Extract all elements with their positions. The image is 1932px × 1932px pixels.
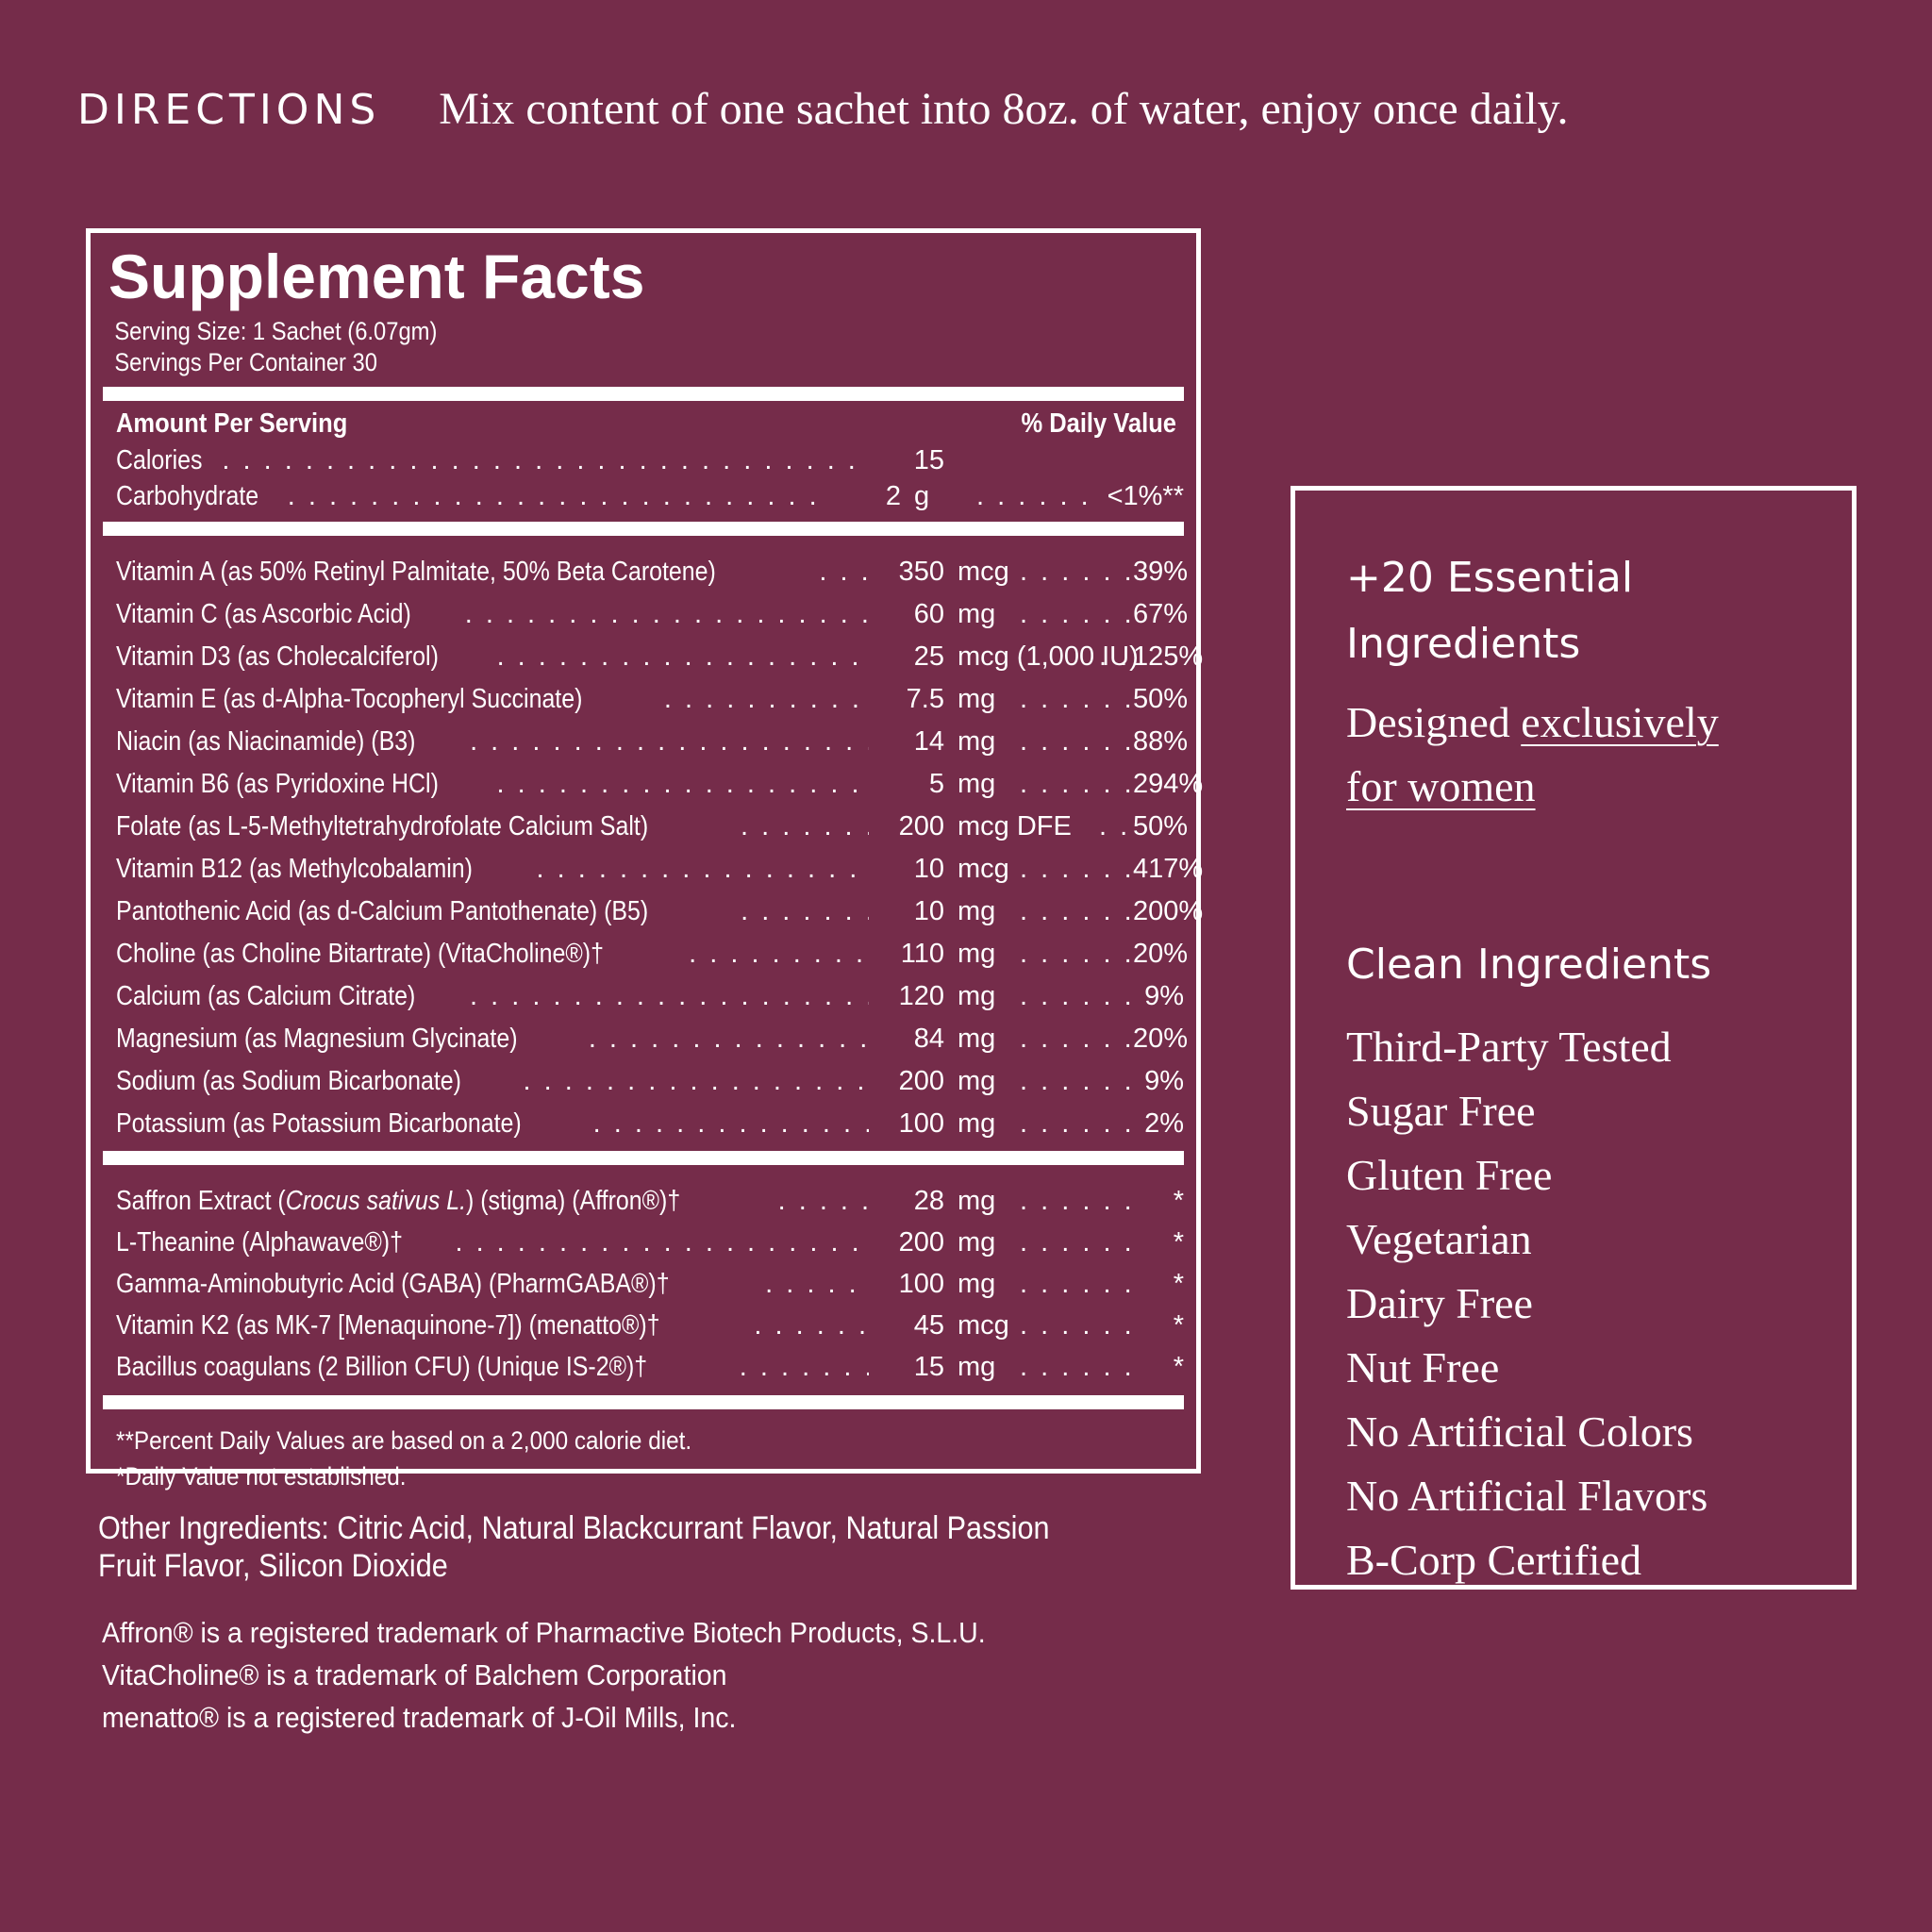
features-list [1346, 1015, 1852, 1592]
nutrient-dv: * [1173, 1269, 1184, 1299]
nutrient-name: L-Theanine (Alphawave®)† [116, 1227, 403, 1257]
feature-item: Dairy Free [1346, 1279, 1533, 1327]
supplement-facts-panel [86, 228, 1204, 1491]
nutrient-amount: 350 [898, 557, 944, 587]
nutrient-amount: 15 [913, 445, 944, 475]
nutrient-name: Calcium (as Calcium Citrate) [116, 981, 416, 1011]
nutrient-dv: <1%** [1107, 481, 1184, 511]
nutrient-dv: 20% [1133, 1024, 1189, 1054]
nutrient-row [103, 1346, 1184, 1388]
facts-header-row [103, 401, 1184, 441]
nutrient-name: Choline (as Choline Bitartrate) (VitaCholine®)† [116, 939, 604, 969]
nutrient-name: Vitamin B12 (as Methylcobalamin) [116, 854, 473, 884]
nutrient-row [103, 636, 1204, 678]
directions-label: DIRECTIONS [77, 86, 381, 134]
nutrient-amount: 15 [913, 1352, 944, 1382]
nutrient-unit: mg [958, 939, 996, 969]
nutrient-name: Bacillus coagulans (2 Billion CFU) (Unique IS-2®)† [116, 1352, 648, 1382]
nutrient-dv: 9% [1144, 981, 1184, 1011]
nutrient-amount: 200 [898, 1066, 944, 1096]
nutrient-amount: 84 [913, 1024, 944, 1054]
feature-item: Third-Party Tested [1346, 1023, 1672, 1071]
nutrient-unit: mg [958, 1352, 996, 1382]
nutrient-dv: * [1173, 1352, 1184, 1382]
nutrient-amount: 10 [913, 896, 944, 926]
nutrient-name: Vitamin E (as d-Alpha-Tocopheryl Succinate) [116, 684, 583, 714]
nutrient-unit: mg [958, 1269, 996, 1299]
nutrient-amount: 25 [913, 641, 944, 672]
trademark-line: menatto® is a registered trademark of J-Oil Mills, Inc. [102, 1701, 737, 1734]
nutrient-row [103, 1060, 1184, 1103]
feature-item: No Artificial Colors [1346, 1407, 1693, 1456]
nutrient-unit: mcg [958, 854, 1009, 884]
nutrient-dv: * [1173, 1227, 1184, 1257]
trademark-line: Affron® is a registered trademark of Pharmactive Biotech Products, S.L.U. [102, 1616, 986, 1649]
nutrient-unit: mg [958, 726, 996, 757]
nutrient-unit: mcg [958, 1310, 1009, 1341]
servings-per-container: Servings Per Container 30 [114, 348, 377, 376]
feature-item: Nut Free [1346, 1343, 1500, 1391]
nutrient-unit: mg [958, 599, 996, 629]
nutrient-amount: 100 [898, 1108, 944, 1139]
nutrient-unit: mg [958, 1227, 996, 1257]
nutrient-row [103, 891, 1204, 933]
nutrient-name: Potassium (as Potassium Bicarbonate) [116, 1108, 522, 1139]
nutrient-name: Vitamin A (as 50% Retinyl Palmitate, 50% Beta Carotene) [116, 557, 716, 587]
nutrient-dv: 88% [1133, 726, 1189, 757]
trademark-line: VitaCholine® is a trademark of Balchem Corporation [102, 1658, 727, 1691]
nutrient-name: Magnesium (as Magnesium Glycinate) [116, 1024, 518, 1054]
nutrient-unit: mg [958, 981, 996, 1011]
other-ingredients: Other Ingredients: Citric Acid, Natural Blackcurrant Flavor, Natural Passion Fruit Flavor, Silicon Dioxide [98, 1510, 1050, 1584]
nutrient-name: Folate (as L-5-Methyltetrahydrofolate Calcium Salt) [116, 811, 649, 841]
footnote-dv-not-established: *Daily Value not established. [116, 1462, 407, 1491]
thick-divider [103, 387, 1184, 401]
basic-section [103, 441, 1184, 514]
nutrient-unit: mg [958, 684, 996, 714]
nutrient-unit: g [914, 481, 930, 511]
nutrient-amount: 10 [913, 854, 944, 884]
trademarks [102, 1611, 1126, 1739]
nutrient-amount: 200 [898, 811, 944, 841]
nutrient-row [103, 1180, 1184, 1222]
directions [77, 83, 1870, 135]
nutrient-row [103, 1222, 1184, 1263]
nutrient-amount: 28 [913, 1186, 944, 1216]
amount-per-serving-header: Amount Per Serving [116, 408, 348, 439]
directions-text: Mix content of one sachet into 8oz. of water, enjoy once daily. [439, 84, 1569, 134]
nutrient-row [103, 763, 1204, 806]
nutrient-row [103, 551, 1189, 593]
nutrient-amount: 60 [913, 599, 944, 629]
essential-ingredients-heading: +20 Essential Ingredients [1346, 554, 1634, 668]
nutrient-name: Vitamin B6 (as Pyridoxine HCl) [116, 769, 439, 799]
nutrient-dv: 294% [1133, 769, 1204, 799]
nutrient-dv: 9% [1144, 1066, 1184, 1096]
nutrient-row [103, 975, 1184, 1018]
features-panel [1291, 486, 1857, 1590]
nutrient-amount: 120 [898, 981, 944, 1011]
nutrient-row [103, 593, 1189, 636]
nutrient-name: Pantothenic Acid (as d-Calcium Pantothenate) (B5) [116, 896, 649, 926]
nutrient-unit: mg [958, 1066, 996, 1096]
nutrient-row [103, 933, 1189, 975]
nutrient-dv: * [1173, 1310, 1184, 1341]
nutrient-row [103, 478, 1184, 514]
serving-size: Serving Size: 1 Sachet (6.07gm) [114, 317, 438, 345]
nutrient-unit: mcg (1,000 IU) [958, 641, 1139, 672]
nutrient-name: Calories [116, 445, 203, 475]
footnote-percent-dv: **Percent Daily Values are based on a 2,000 calorie diet. [116, 1426, 692, 1455]
feature-item: Gluten Free [1346, 1151, 1553, 1199]
nutrient-amount: 100 [898, 1269, 944, 1299]
nutrient-name: Vitamin D3 (as Cholecalciferol) [116, 641, 439, 672]
nutrient-row [103, 1018, 1189, 1060]
nutrient-dv: * [1173, 1186, 1184, 1216]
footnotes [103, 1409, 1184, 1494]
thick-divider [103, 1395, 1184, 1409]
nutrient-amount: 5 [928, 769, 944, 799]
vitamins-section [103, 536, 1204, 1151]
nutrient-dv: 39% [1133, 557, 1189, 587]
nutrient-amount: 14 [913, 726, 944, 757]
nutrient-amount: 110 [900, 939, 944, 969]
nutrient-name: Carbohydrate [116, 481, 259, 511]
nutrient-amount: 7.5 [906, 684, 944, 714]
nutrient-dv: 125% [1133, 641, 1204, 672]
proprietary-section [103, 1165, 1184, 1395]
nutrient-unit: mg [958, 1108, 996, 1139]
nutrient-dv: 50% [1133, 811, 1189, 841]
nutrient-dv: 417% [1133, 854, 1204, 884]
nutrient-dv: 2% [1144, 1108, 1184, 1139]
nutrient-unit: mg [958, 1186, 996, 1216]
nutrient-dv: 67% [1133, 599, 1189, 629]
thick-divider [103, 1151, 1184, 1165]
nutrient-name: Gamma-Aminobutyric Acid (GABA) (PharmGABA®)† [116, 1269, 670, 1299]
nutrient-name: Sodium (as Sodium Bicarbonate) [116, 1066, 461, 1096]
nutrient-dv: 20% [1133, 939, 1189, 969]
daily-value-header: % Daily Value [1021, 408, 1176, 439]
nutrient-name: Vitamin K2 (as MK-7 [Menaquinone-7]) (menatto®)† [116, 1310, 660, 1341]
nutrient-amount: 2 [885, 481, 901, 511]
feature-item: Sugar Free [1346, 1087, 1536, 1135]
nutrient-name: Niacin (as Niacinamide) (B3) [116, 726, 416, 757]
nutrient-name: Vitamin C (as Ascorbic Acid) [116, 599, 411, 629]
facts-title: Supplement Facts [108, 242, 645, 311]
feature-item: No Artificial Flavors [1346, 1472, 1708, 1520]
nutrient-unit: mcg DFE [958, 811, 1072, 841]
nutrient-amount: 200 [898, 1227, 944, 1257]
nutrient-dv: 50% [1133, 684, 1189, 714]
nutrient-row [103, 1263, 1184, 1305]
nutrient-row [103, 848, 1204, 891]
thick-divider [103, 522, 1184, 536]
nutrient-row [103, 442, 1184, 478]
nutrient-unit: mcg [958, 557, 1009, 587]
nutrient-row [103, 1103, 1184, 1145]
designed-for-women: Designed exclusively for women [1346, 698, 1719, 810]
nutrient-row [103, 1305, 1184, 1346]
nutrient-unit: mg [958, 769, 996, 799]
clean-ingredients-heading: Clean Ingredients [1346, 941, 1712, 989]
nutrient-unit: mg [958, 896, 996, 926]
feature-item: Vegetarian [1346, 1215, 1532, 1263]
nutrient-row [103, 678, 1189, 721]
nutrient-dv: 200% [1133, 896, 1204, 926]
nutrient-row [103, 721, 1189, 763]
nutrient-amount: 45 [913, 1310, 944, 1341]
nutrient-unit: mg [958, 1024, 996, 1054]
nutrient-row [103, 806, 1189, 848]
nutrient-name: Saffron Extract (Crocus sativus L.) (stigma) (Affron®)† [116, 1186, 681, 1216]
feature-item: B-Corp Certified [1346, 1536, 1641, 1584]
